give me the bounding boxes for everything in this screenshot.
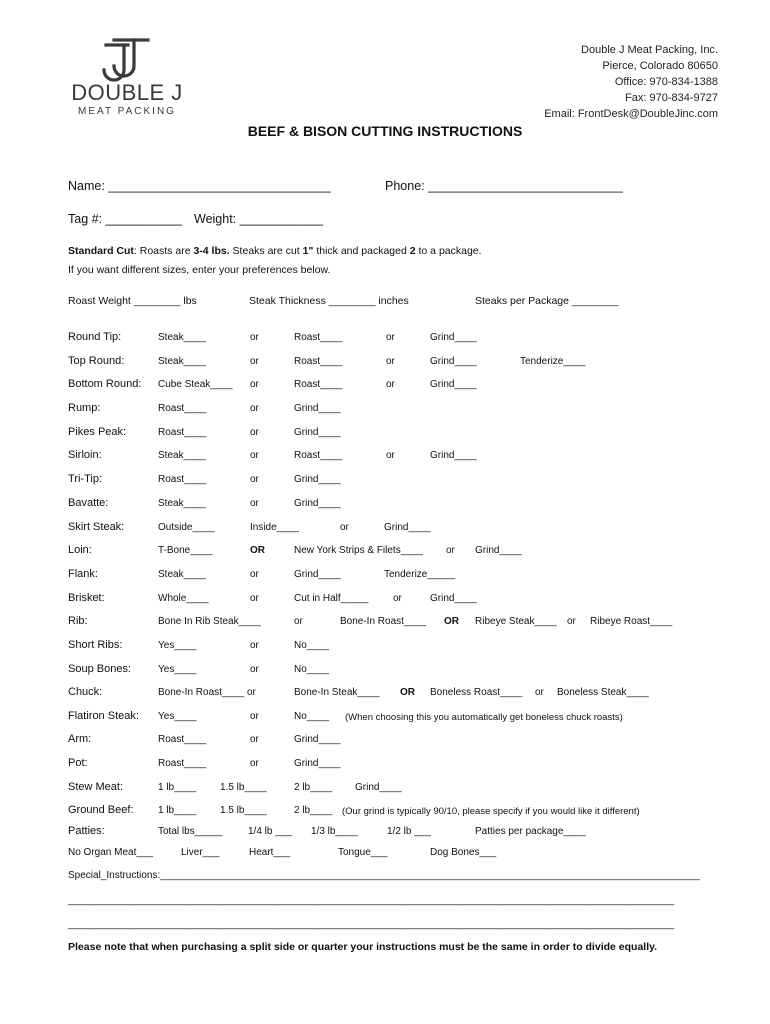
cut-label: Patties: [68,825,105,837]
cut-option[interactable]: Bone-In Roast____ [340,616,427,627]
phone-field[interactable]: Phone: ____________________________ [385,179,623,193]
company-city: Pierce, Colorado 80650 [602,60,718,72]
cut-label: Round Tip: [68,331,122,343]
cut-option[interactable]: Grind____ [475,545,522,556]
cut-option[interactable]: 1/4 lb ___ [248,826,292,837]
cut-option[interactable]: No____ [294,664,330,675]
standard-text-2: Steaks are cut [229,245,303,257]
standard-cut-note: If you want different sizes, enter your preferences below. [68,264,331,276]
cut-label: Flank: [68,568,98,580]
or-separator: or [250,356,259,367]
cut-option[interactable]: Bone-In Roast____ or [158,687,256,698]
cut-label: Bottom Round: [68,378,142,390]
or-separator: or [250,640,259,651]
cut-option[interactable]: Grind____ [355,782,402,793]
or-separator: or [250,403,259,414]
cut-option[interactable]: Grind____ [294,427,341,438]
or-separator: or [386,356,395,367]
cut-option[interactable]: Grind____ [430,332,477,343]
cut-label: Arm: [68,733,92,745]
cut-option[interactable]: 1.5 lb____ [220,782,267,793]
or-separator: or [250,664,259,675]
organ-option[interactable]: Tongue___ [338,847,388,858]
company-info [544,42,718,122]
cut-option[interactable]: Bone-In Steak____ [294,687,380,698]
name-field[interactable]: Name: ________________________________ [68,179,331,193]
cut-label: Pikes Peak: [68,426,127,438]
cut-label: Bavatte: [68,497,109,509]
or-separator: or [250,474,259,485]
cut-option[interactable]: Boneless Steak____ [557,687,649,698]
cut-option[interactable]: Total lbs_____ [158,826,223,837]
steak-thickness-field[interactable]: Steak Thickness ________ inches [249,295,409,307]
or-separator: or [567,616,576,627]
cut-option[interactable]: Inside____ [250,522,299,533]
cut-label: Stew Meat: [68,781,124,793]
cut-label: Sirloin: [68,449,102,461]
cut-label: Ground Beef: [68,804,134,816]
form-title: BEEF & BISON CUTTING INSTRUCTIONS [247,123,523,139]
or-separator: or [446,545,455,556]
standard-thickness: 1" [302,245,314,257]
cut-option[interactable]: Patties per package____ [475,826,586,837]
standard-cut-label: Standard Cut [68,245,134,257]
company-office: Office: 970-834-1388 [614,76,718,88]
cut-option[interactable]: Yes____ [158,711,197,722]
special-instructions-field[interactable]: Special_Instructions:_________________________________________________________________________________________________ [68,870,700,881]
cut-option[interactable]: 1 lb____ [158,805,197,816]
double-j-monogram-icon [62,36,192,82]
cut-option[interactable]: Outside____ [158,522,215,533]
or-separator: or [250,427,259,438]
cut-option[interactable]: 2 lb____ [294,805,333,816]
cut-option[interactable]: T-Bone____ [158,545,213,556]
cut-label: Rump: [68,402,101,414]
cut-option[interactable]: Grind____ [430,593,477,604]
cut-label: Rib: [68,615,88,627]
cut-option[interactable]: Grind____ [384,522,431,533]
or-separator: or [386,379,395,390]
cut-option[interactable]: No____ [294,711,330,722]
or-separator: or [250,734,259,745]
or-separator: OR [250,545,265,556]
standard-cut-line [68,245,482,257]
cut-option[interactable]: Grind____ [294,498,341,509]
cut-option[interactable]: 1.5 lb____ [220,805,267,816]
cut-option[interactable]: Grind____ [294,403,341,414]
cut-label: Short Ribs: [68,639,123,651]
cut-option[interactable]: Yes____ [158,664,197,675]
cut-option[interactable]: Whole____ [158,593,209,604]
cut-option[interactable]: Boneless Roast____ [430,687,523,698]
cut-label: Soup Bones: [68,663,131,675]
organ-option[interactable]: Dog Bones___ [430,847,497,858]
special-instructions-line-2[interactable]: _____________________________________________________________________________________________________________ [68,895,675,906]
cut-label: Skirt Steak: [68,521,125,533]
logo-name: DOUBLE J [71,80,183,105]
cut-option[interactable]: Tenderize____ [520,356,586,367]
cut-option[interactable]: Grind____ [430,450,477,461]
cut-option[interactable]: 1 lb____ [158,782,197,793]
standard-text-4: to a package. [415,245,482,257]
cut-option[interactable]: Roast____ [158,427,207,438]
company-fax: Fax: 970-834-9727 [625,92,718,104]
cut-label: Flatiron Steak: [68,710,139,722]
tag-field[interactable]: Tag #: ___________ [68,212,182,226]
cut-note: (Our grind is typically 90/10, please specify if you would like it different) [342,806,640,817]
company-email: Email: FrontDesk@DoubleJinc.com [544,108,718,120]
weight-field[interactable]: Weight: ____________ [194,212,324,226]
or-separator: OR [444,616,459,627]
or-separator: or [250,758,259,769]
steaks-per-package-field[interactable]: Steaks per Package ________ [475,295,619,307]
cut-option[interactable]: Roast____ [158,403,207,414]
organ-option[interactable]: Liver___ [181,847,220,858]
cut-option[interactable]: Grind____ [294,474,341,485]
or-separator: or [340,522,349,533]
cut-option[interactable]: Tenderize_____ [384,569,456,580]
cut-note: (When choosing this you automatically get boneless chuck roasts) [345,712,623,723]
logo-subtitle: MEAT PACKING [78,106,176,117]
standard-text-3: thick and packaged [313,245,410,257]
or-separator: or [250,332,259,343]
or-separator: or [535,687,544,698]
company-name: Double J Meat Packing, Inc. [581,44,718,56]
split-side-note: Please note that when purchasing a split side or quarter your instructions must be the same in order to divide equally. [68,941,658,953]
cut-label: Pot: [68,757,88,769]
cut-option[interactable]: 1/2 lb ___ [387,826,431,837]
standard-text-1: : Roasts are [133,245,194,257]
cut-option[interactable]: Steak____ [158,450,206,461]
or-separator: or [250,593,259,604]
or-separator: or [250,379,259,390]
cut-option[interactable]: Grind____ [294,758,341,769]
cut-option[interactable]: New York Strips & Filets____ [294,545,423,556]
cut-option[interactable]: Roast____ [294,332,343,343]
cut-option[interactable]: Grind____ [294,569,341,580]
cut-option[interactable]: Roast____ [294,379,343,390]
cut-label: Top Round: [68,355,125,367]
cut-option[interactable]: Steak____ [158,569,206,580]
cut-option[interactable]: Ribeye Steak____ [475,616,557,627]
cut-option[interactable]: Cut in Half_____ [294,593,369,604]
cut-option[interactable]: Yes____ [158,640,197,651]
cut-option[interactable]: Roast____ [158,474,207,485]
cut-option[interactable]: Roast____ [294,450,343,461]
cut-option[interactable]: Cube Steak____ [158,379,233,390]
or-separator: or [386,332,395,343]
cut-option[interactable]: Bone In Rib Steak____ [158,616,261,627]
or-separator: or [386,450,395,461]
cut-option[interactable]: Grind____ [430,356,477,367]
cut-option[interactable]: Grind____ [294,734,341,745]
cut-option[interactable]: Roast____ [158,758,207,769]
or-separator: or [250,569,259,580]
standard-roast-lbs: 3-4 lbs. [193,245,230,257]
cut-option[interactable]: 1/3 lb____ [311,826,358,837]
special-instructions-line-3[interactable]: _____________________________________________________________________________________________________________ [68,919,675,930]
or-separator: or [250,450,259,461]
cut-label: Tri-Tip: [68,473,103,485]
cut-option[interactable]: No____ [294,640,330,651]
cut-label: Brisket: [68,592,105,604]
company-logo [62,36,192,118]
roast-weight-field[interactable]: Roast Weight ________ lbs [68,295,197,307]
or-separator: OR [400,687,415,698]
cut-option[interactable]: Roast____ [158,734,207,745]
cut-option[interactable]: Roast____ [294,356,343,367]
or-separator: or [250,498,259,509]
cut-label: Loin: [68,544,92,556]
or-separator: or [393,593,402,604]
or-separator: or [294,616,303,627]
cut-option[interactable]: Steak____ [158,498,206,509]
cut-option[interactable]: 2 lb____ [294,782,333,793]
or-separator: or [250,711,259,722]
cut-option[interactable]: Grind____ [430,379,477,390]
organ-option[interactable]: No Organ Meat___ [68,847,154,858]
cut-option[interactable]: Ribeye Roast____ [590,616,673,627]
standard-count: 2 [409,245,416,257]
cut-option[interactable]: Steak____ [158,332,206,343]
organ-option[interactable]: Heart___ [249,847,291,858]
cut-label: Chuck: [68,686,103,698]
cut-option[interactable]: Steak____ [158,356,206,367]
